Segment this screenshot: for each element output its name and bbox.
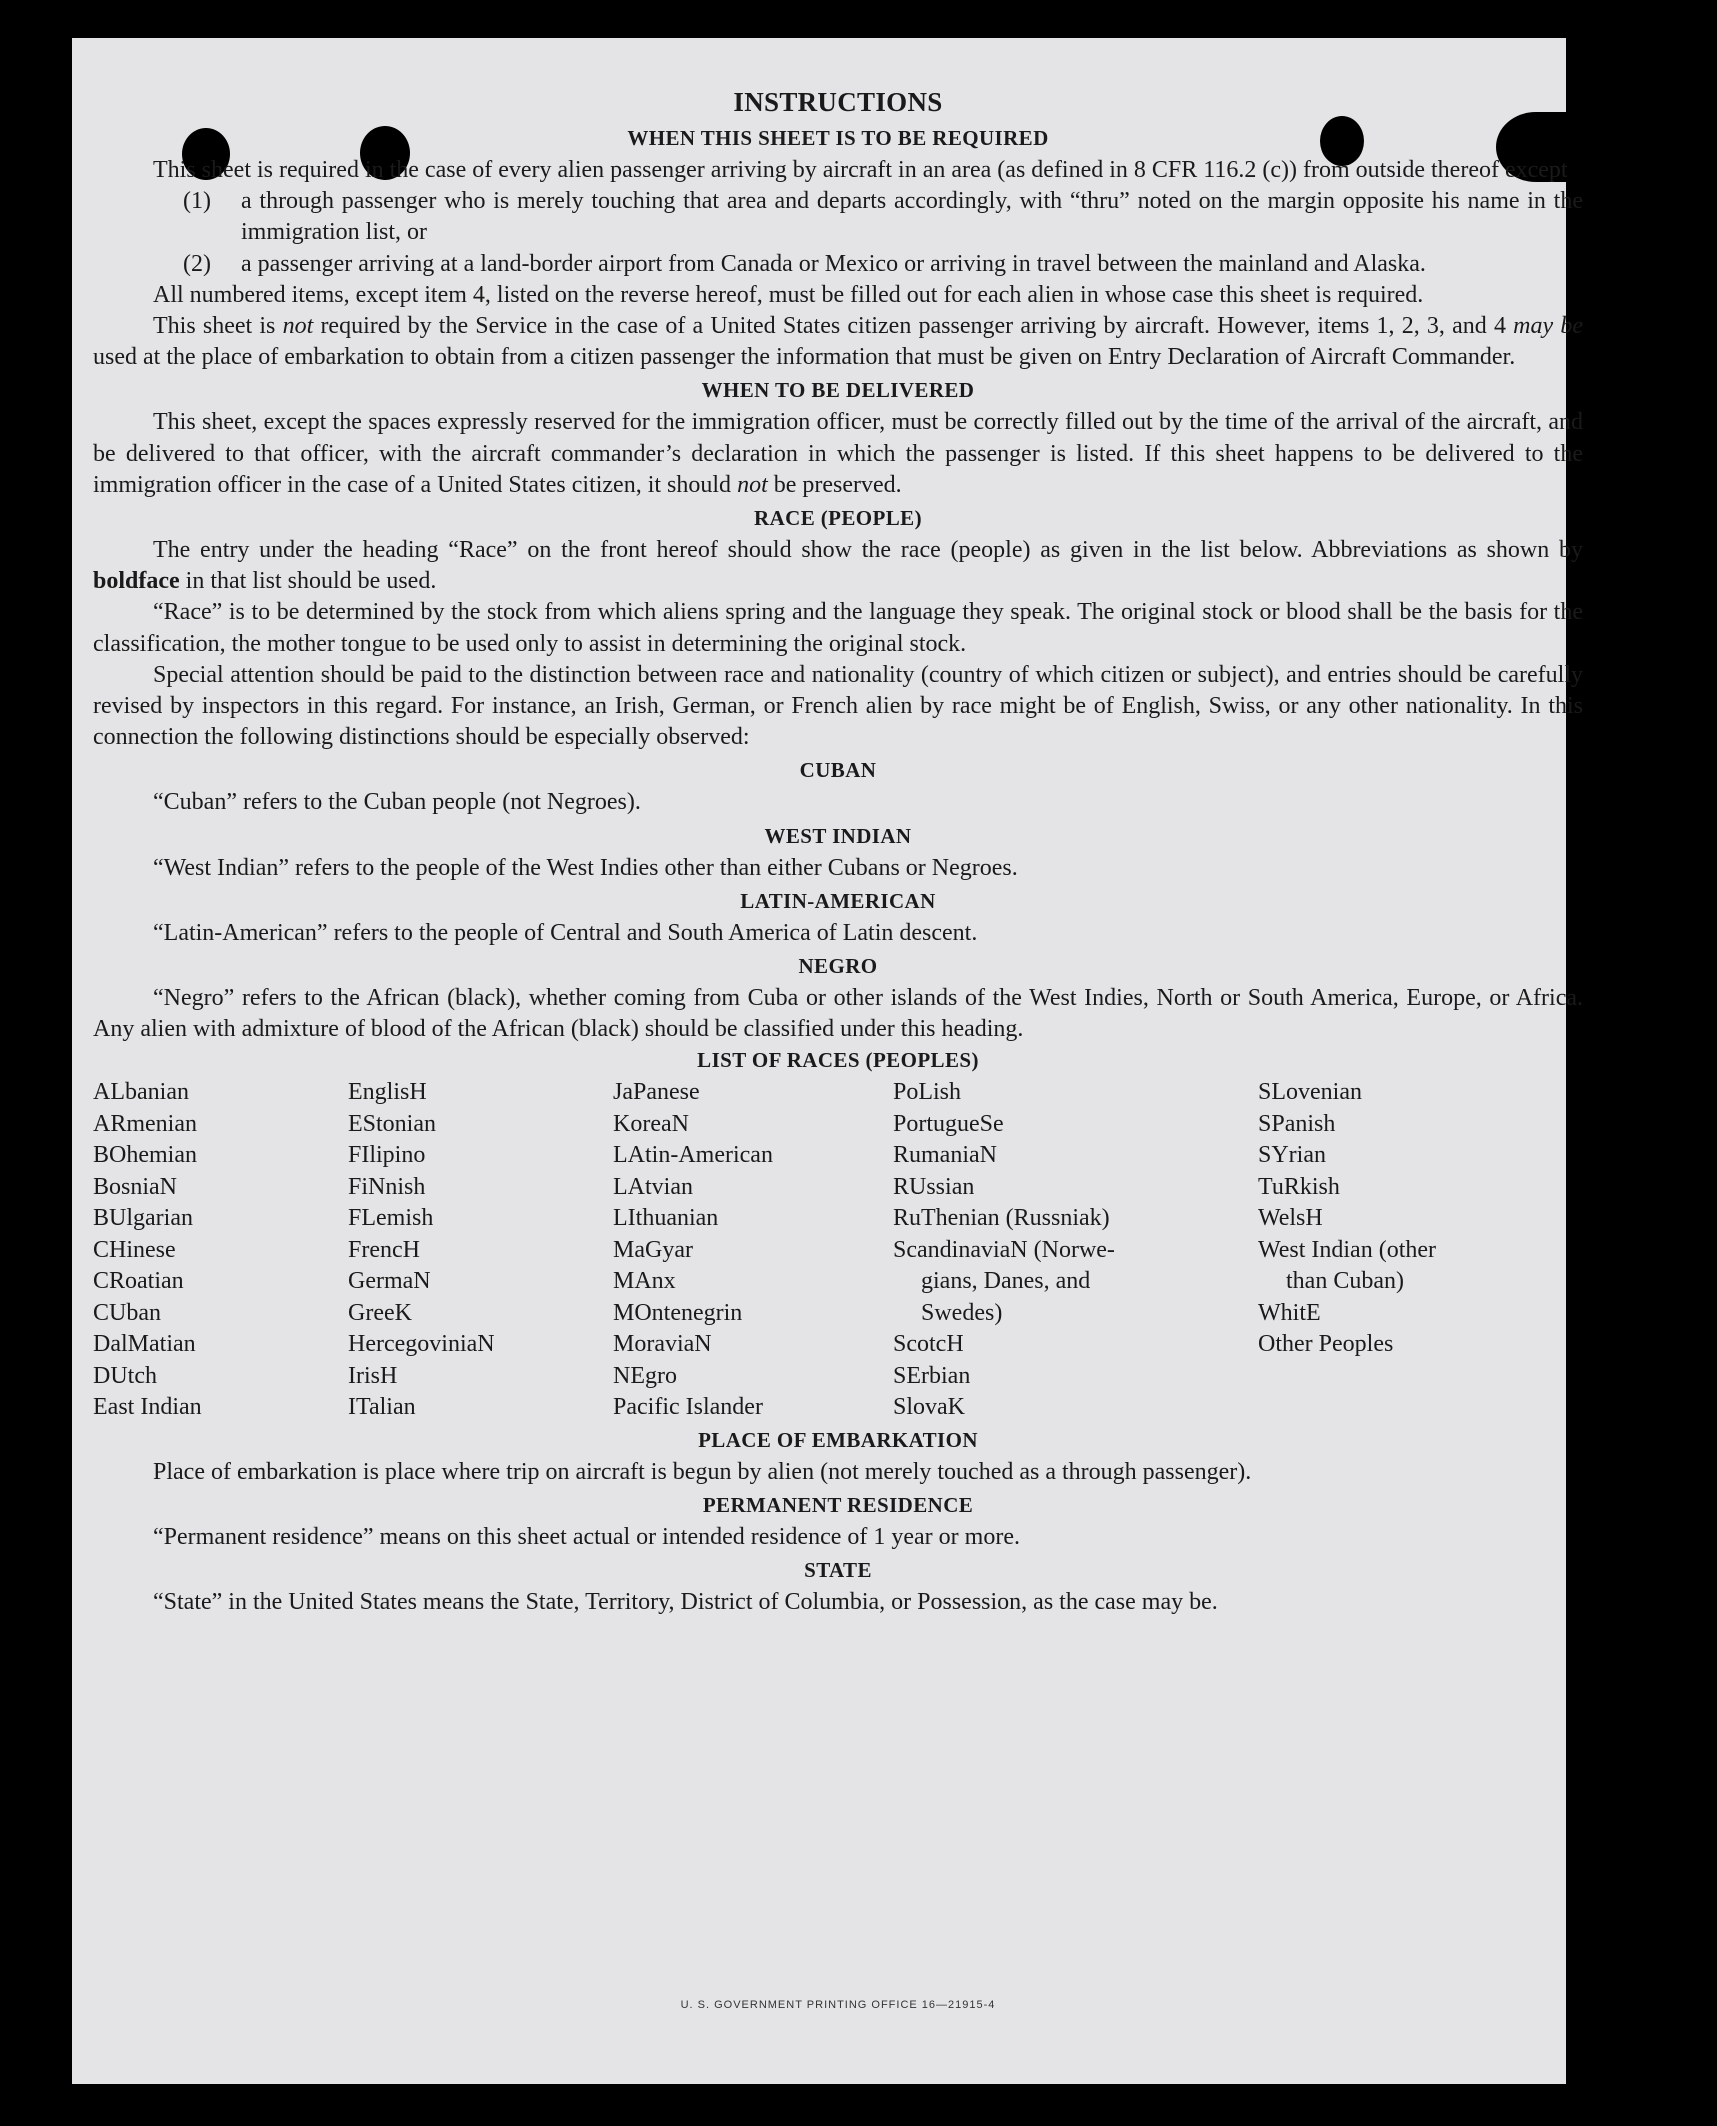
race-item: SErbian <box>893 1362 971 1389</box>
race-item: GermaN <box>348 1268 431 1295</box>
race-item: PortugueSe <box>893 1110 1004 1137</box>
printer-imprint: U. S. GOVERNMENT PRINTING OFFICE 16—21915-4 <box>680 1999 996 2011</box>
section-heading-negro: NEGRO <box>798 954 878 979</box>
race-item: NEgro <box>613 1362 677 1389</box>
race-item: CHinese <box>93 1236 176 1263</box>
race-para-3: Special attention should be paid to the distinction between race and nationality (country of which citizen or subject), and entries should be carefully revised by inspectors in this regard. For instance, an Irish, German, or French alien by race might be of English, Swiss, or any other nationality. In this connection the following distinctions should be especially observed: <box>93 661 1583 751</box>
races-column <box>348 1077 613 1424</box>
race-item: SLovenian <box>1258 1079 1362 1106</box>
instructions-content <box>93 85 1584 2011</box>
races-column <box>893 1077 1258 1424</box>
race-para-2: “Race” is to be determined by the stock from which aliens spring and the language they speak. The original stock or blood shall be the basis for the classification, the mother tongue to be used only to assist in determining the original stock. <box>93 599 1583 657</box>
section-heading-required: WHEN THIS SHEET IS TO BE REQUIRED <box>627 126 1049 150</box>
race-item: JaPanese <box>613 1079 700 1106</box>
race-item: KoreaN <box>613 1110 689 1137</box>
required-para-items: All numbered items, except item 4, listed on the reverse hereof, must be filled out for each alien in whose case this sheet is required. <box>153 281 1424 308</box>
west-indian-text: “West Indian” refers to the people of the West Indies other than either Cubans or Negroes. <box>153 854 1018 881</box>
race-item: TuRkish <box>1258 1173 1340 1200</box>
section-heading-west-indian: WEST INDIAN <box>764 823 912 848</box>
section-heading-embarkation: PLACE OF EMBARKATION <box>698 1427 978 1452</box>
race-item: West Indian (other <box>1258 1236 1437 1263</box>
race-item: Pacific Islander <box>613 1394 763 1421</box>
race-item: ARmenian <box>93 1110 197 1137</box>
races-column <box>613 1077 893 1424</box>
latin-american-text: “Latin-American” refers to the people of Central and South America of Latin descent. <box>153 919 978 946</box>
section-heading-races-list: LIST OF RACES (PEOPLES) <box>697 1048 979 1073</box>
races-column <box>1258 1077 1558 1424</box>
race-item: CRoatian <box>93 1268 184 1295</box>
race-item: DalMatian <box>93 1331 196 1358</box>
race-item: gians, Danes, and <box>921 1268 1091 1295</box>
race-item: LAtvian <box>613 1173 693 1200</box>
section-heading-state: STATE <box>804 1558 872 1583</box>
race-item: MoraviaN <box>613 1331 712 1358</box>
section-heading-latin-american: LATIN-AMERICAN <box>740 888 936 913</box>
race-item: East Indian <box>93 1394 202 1421</box>
race-item: RuThenian (Russniak) <box>893 1205 1110 1232</box>
race-item: SlovaK <box>893 1394 965 1421</box>
section-heading-delivered: WHEN TO BE DELIVERED <box>701 378 975 403</box>
required-intro: This sheet is required in the case of every alien passenger arriving by aircraft in an area (as defined in 8 CFR 116.2 (c)) from outside thereof except <box>153 157 1568 183</box>
race-item: LIthuanian <box>613 1205 719 1232</box>
race-para-1: The entry under the heading “Race” on the front hereof should show the race (people) as given in the list below. Abbreviations as shown by boldface in that list should be used. <box>93 537 1583 595</box>
races-column <box>93 1077 348 1424</box>
exception-item: (2) a passenger arriving at a land-border airport from Canada or Mexico or arriving in travel between the mainland and Alaska. <box>183 250 1426 277</box>
race-item: ScotcH <box>893 1331 964 1358</box>
race-item: HercegoviniaN <box>348 1331 495 1358</box>
negro-text: “Negro” refers to the African (black), whether coming from Cuba or other islands of the West Indies, North or South America, Europe, or Africa. Any alien with admixture of blood of the African (black) should be classified under this heading. <box>93 985 1583 1043</box>
race-item: PoLish <box>893 1079 962 1106</box>
races-list <box>93 1077 1583 1424</box>
race-item: MaGyar <box>613 1236 693 1263</box>
race-item: DUtch <box>93 1362 157 1389</box>
race-item: MOntenegrin <box>613 1299 743 1326</box>
residence-text: “Permanent residence” means on this sheet actual or intended residence of 1 year or more. <box>153 1524 1020 1551</box>
race-item: GreeK <box>348 1299 412 1326</box>
race-item: ALbanian <box>93 1079 189 1106</box>
page-title: INSTRUCTIONS <box>733 87 943 117</box>
race-item: EStonian <box>348 1110 436 1137</box>
race-item: FiNnish <box>348 1173 426 1200</box>
race-item: MAnx <box>613 1268 676 1295</box>
race-item: FrencH <box>348 1236 420 1263</box>
section-heading-cuban: CUBAN <box>799 758 877 783</box>
required-para-citizen: This sheet is not required by the Service in the case of a United States citizen passenger arriving by aircraft. However, items 1, 2, 3, and 4 may be used at the place of embarkation to obtain from a citizen passenger the information that must be given on Entry Declaration of Aircraft Commander. <box>93 313 1584 371</box>
cuban-text: “Cuban” refers to the Cuban people (not Negroes). <box>153 789 641 816</box>
section-heading-race: RACE (PEOPLE) <box>754 506 922 531</box>
race-item: FLemish <box>348 1205 434 1232</box>
race-item: ITalian <box>348 1394 416 1421</box>
race-item: CUban <box>93 1299 161 1326</box>
race-item: WhitE <box>1258 1299 1321 1326</box>
race-item: BosniaN <box>93 1173 177 1200</box>
race-item: SPanish <box>1258 1110 1336 1137</box>
race-item: ScandinaviaN (Norwe- <box>893 1236 1115 1263</box>
section-heading-residence: PERMANENT RESIDENCE <box>702 1493 974 1518</box>
race-item: EnglisH <box>348 1079 427 1106</box>
exception-item: (1) a through passenger who is merely touching that area and departs accordingly, with “thru” noted on the margin opposite his name in the immigration list, or <box>183 188 1583 246</box>
race-item: BUlgarian <box>93 1205 193 1232</box>
delivered-text: This sheet, except the spaces expressly reserved for the immigration officer, must be correctly filled out by the time of the arrival of the aircraft, and be delivered to that officer, with the aircraft commander’s declaration in which the passenger is listed. If this sheet happens to be delivered to the immigration officer in the case of a United States citizen, it should not be preserved. <box>93 409 1583 498</box>
race-item: RumaniaN <box>893 1142 997 1169</box>
race-item: LAtin-American <box>613 1142 773 1169</box>
embarkation-text: Place of embarkation is place where trip on aircraft is begun by alien (not merely touched as a through passenger). <box>153 1458 1252 1485</box>
race-item: RUssian <box>893 1173 975 1200</box>
race-item: IrisH <box>348 1362 398 1389</box>
race-item: than Cuban) <box>1286 1268 1404 1295</box>
race-item: SYrian <box>1258 1142 1326 1169</box>
race-item: WelsH <box>1258 1205 1323 1232</box>
race-item: Swedes) <box>921 1299 1003 1326</box>
race-item: FIlipino <box>348 1142 426 1169</box>
state-text: “State” in the United States means the State, Territory, District of Columbia, or Possession, as the case may be. <box>153 1589 1218 1616</box>
race-item: BOhemian <box>93 1142 197 1169</box>
race-item: Other Peoples <box>1258 1331 1394 1358</box>
